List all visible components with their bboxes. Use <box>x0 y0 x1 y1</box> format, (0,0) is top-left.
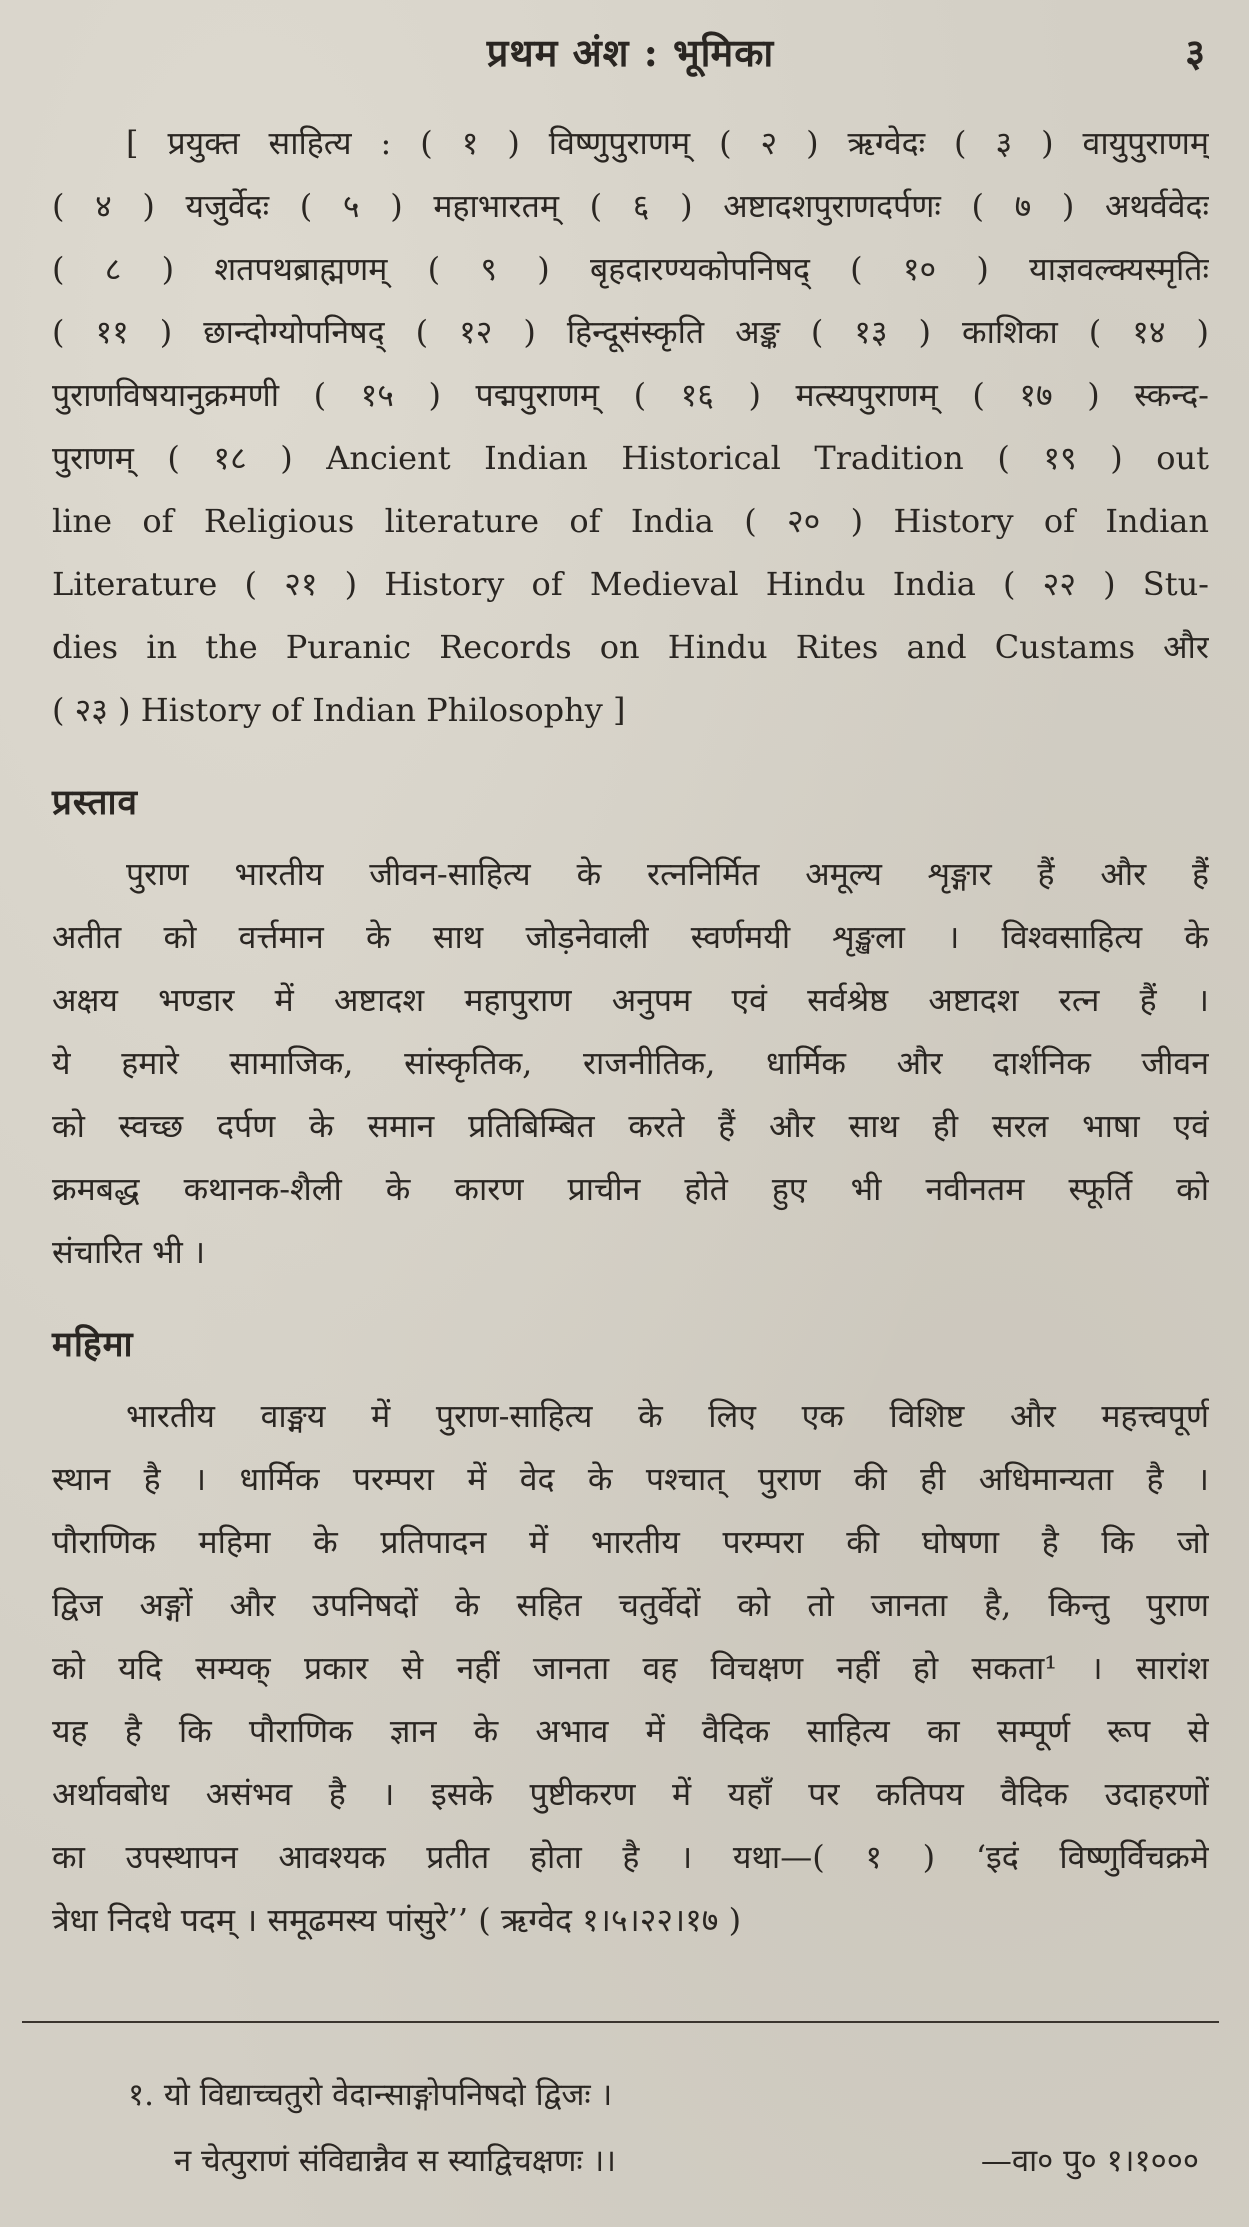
paragraph-line: स्थान है । धार्मिक परम्परा में वेद के पश्चात् पुराण की ही अधिमान्यता है । <box>52 1460 1209 1498</box>
reference-line: ( ४ ) यजुर्वेदः ( ५ ) महाभारतम् ( ६ ) अष्टादशपुराणदर्पणः ( ७ ) अथर्ववेदः <box>52 187 1209 225</box>
footnote-verse: न चेत्पुराणं संविद्यान्नैव स स्याद्विचक्षणः ।। <box>174 2143 616 2179</box>
reference-line: ( २३ ) History of Indian Philosophy ] <box>52 691 626 729</box>
paragraph-line: पुराण भारतीय जीवन-साहित्य के रत्ननिर्मित अमूल्य शृङ्गार हैं और हैं <box>126 855 1209 893</box>
paragraph-line: को यदि सम्यक् प्रकार से नहीं जानता वह विचक्षण नहीं हो सकता¹ । सारांश <box>52 1649 1209 1687</box>
paragraph-line: भारतीय वाङ्मय में पुराण-साहित्य के लिए एक विशिष्ट और महत्त्वपूर्ण <box>126 1397 1209 1435</box>
reference-line: पुराणम् ( १८ ) Ancient Indian Historical Tradition ( १९ ) out <box>52 439 1209 477</box>
paragraph-line: अक्षय भण्डार में अष्टादश महापुराण अनुपम एवं सर्वश्रेष्ठ अष्टादश रत्न हैं । <box>52 981 1209 1019</box>
reference-line: [ प्रयुक्त साहित्य : ( १ ) विष्णुपुराणम् ( २ ) ऋग्वेदः ( ३ ) वायुपुराणम् <box>126 124 1209 162</box>
section-heading-prastav: प्रस्ताव <box>52 782 139 823</box>
paragraph-line: संचारित भी । <box>52 1233 206 1271</box>
page-number: ३ <box>1185 30 1205 75</box>
mahima-paragraph <box>52 1385 1209 1952</box>
section-heading-mahima: महिमा <box>52 1324 134 1365</box>
paragraph-line: त्रेधा निदधे पदम् । समूढमस्य पांसुरे’’ ( ऋग्वेद १।५।२२।१७ ) <box>52 1901 742 1939</box>
paragraph-line: क्रमबद्ध कथानक-शैली के कारण प्राचीन होते हुए भी नवीनतम स्फूर्ति को <box>52 1170 1209 1208</box>
footnote <box>128 2062 1209 2194</box>
footnote-line-2 <box>128 2128 1209 2194</box>
references-block <box>52 112 1209 742</box>
paragraph-line: को स्वच्छ दर्पण के समान प्रतिबिम्बित करते हैं और साथ ही सरल भाषा एवं <box>52 1107 1209 1145</box>
footnote-line-1: १. यो विद्याच्चतुरो वेदान्साङ्गोपनिषदो द्विजः । <box>128 2077 613 2113</box>
paragraph-line: ये हमारे सामाजिक, सांस्कृतिक, राजनीतिक, धार्मिक और दार्शनिक जीवन <box>52 1044 1209 1082</box>
reference-line: पुराणविषयानुक्रमणी ( १५ ) पद्मपुराणम् ( १६ ) मत्स्यपुराणम् ( १७ ) स्कन्द- <box>52 376 1209 414</box>
footnote-divider <box>22 2021 1219 2023</box>
page-header <box>52 0 1209 112</box>
paragraph-line: यह है कि पौराणिक ज्ञान के अभाव में वैदिक साहित्य का सम्पूर्ण रूप से <box>52 1712 1209 1750</box>
paragraph-line: द्विज अङ्गों और उपनिषदों के सहित चतुर्वेदों को तो जानता है, किन्तु पुराण <box>52 1586 1209 1624</box>
reference-line: line of Religious literature of India ( २० ) History of Indian <box>52 502 1209 540</box>
reference-line: Literature ( २१ ) History of Medieval Hindu India ( २२ ) Stu- <box>52 565 1209 603</box>
reference-line: dies in the Puranic Records on Hindu Rites and Custams और <box>52 628 1209 666</box>
paragraph-line: का उपस्थापन आवश्यक प्रतीत होता है । यथा—( १ ) ‘इदं विष्णुर्विचक्रमे <box>52 1838 1209 1876</box>
footnote-source: —वा० पु० १।१००० <box>980 2143 1199 2179</box>
reference-line: ( ८ ) शतपथब्राह्मणम् ( ९ ) बृहदारण्यकोपनिषद् ( १० ) याज्ञवल्क्यस्मृतिः <box>52 250 1209 288</box>
paragraph-line: अर्थावबोध असंभव है । इसके पुष्टीकरण में यहाँ पर कतिपय वैदिक उदाहरणों <box>52 1775 1209 1813</box>
paragraph-line: पौराणिक महिमा के प्रतिपादन में भारतीय परम्परा की घोषणा है कि जो <box>52 1523 1209 1561</box>
prastav-paragraph <box>52 843 1209 1284</box>
reference-line: ( ११ ) छान्दोग्योपनिषद् ( १२ ) हिन्दूसंस्कृति अङ्क ( १३ ) काशिका ( १४ ) <box>52 313 1209 351</box>
chapter-title: प्रथम अंश : भूमिका <box>486 30 775 75</box>
paragraph-line: अतीत को वर्त्तमान के साथ जोड़नेवाली स्वर्णमयी शृङ्खला । विश्वसाहित्य के <box>52 918 1209 956</box>
